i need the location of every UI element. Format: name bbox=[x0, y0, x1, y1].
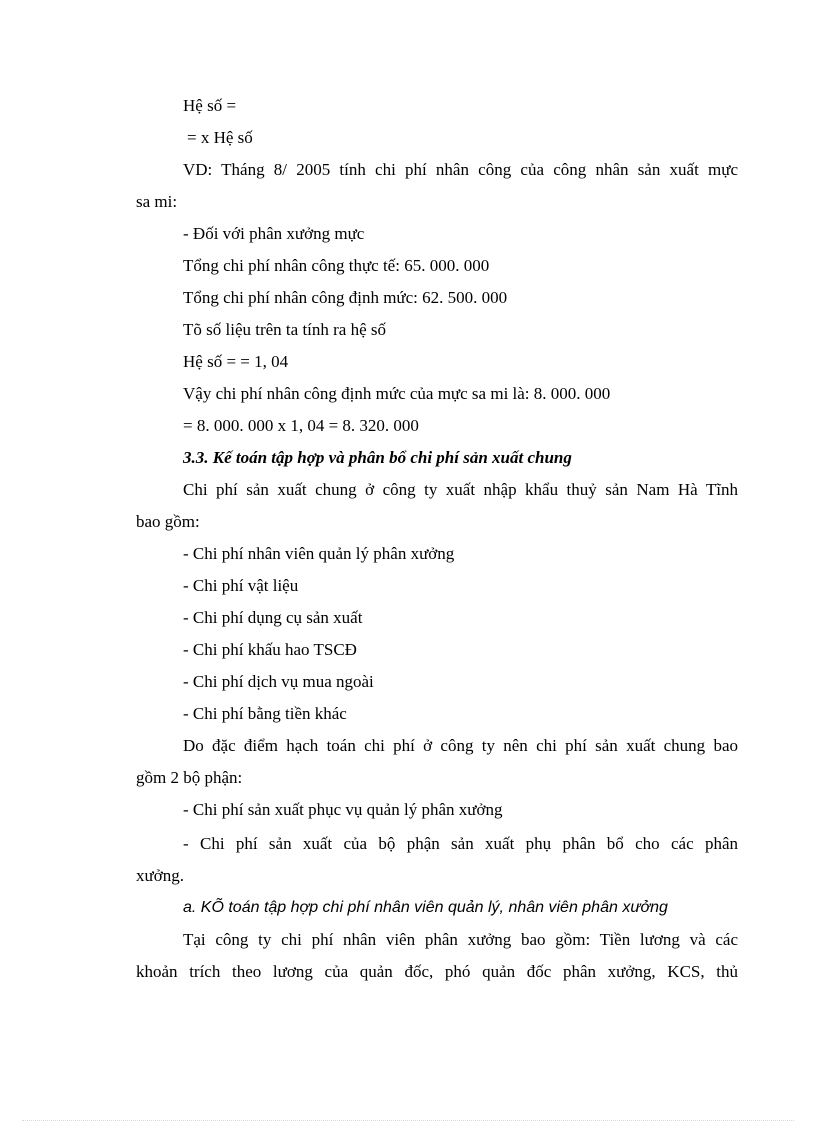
list-item: - Chi phí khấu hao TSCĐ bbox=[183, 640, 357, 659]
workshop-item: - Đối với phân xưởng mực bbox=[183, 224, 365, 243]
list-item: - Chi phí bằng tiền khác bbox=[183, 704, 347, 723]
subsection-heading: a. KÕ toán tập hợp chi phí nhân viên quản lý, nhân viên phân xưởng bbox=[183, 899, 668, 916]
overhead-paragraph-line-1: Chi phí sản xuất chung ở công ty xuất nhập khẩu thuỷ sản Nam Hà Tĩnh bbox=[183, 480, 738, 499]
coefficient-formula-line: Hệ số = bbox=[183, 96, 237, 115]
list-item: - Chi phí sản xuất phục vụ quản lý phân xưởng bbox=[183, 800, 503, 819]
overhead-paragraph-line-2: bao gồm: bbox=[136, 512, 200, 531]
list-item-wrapped-line-1: - Chi phí sản xuất của bộ phận sản xuất phụ phân bổ cho các phân bbox=[183, 834, 738, 853]
actual-labor-cost-line: Tổng chi phí nhân công thực tế: 65. 000. 000 bbox=[183, 256, 490, 275]
coefficient-result-line: Hệ số = = 1, 04 bbox=[183, 352, 289, 371]
list-item-wrapped-line-2: xưởng. bbox=[136, 866, 184, 885]
accounting-paragraph-line-1: Do đặc điểm hạch toán chi phí ở công ty nên chi phí sản xuất chung bao bbox=[183, 736, 738, 755]
list-item: - Chi phí vật liệu bbox=[183, 576, 299, 595]
list-item: - Chi phí nhân viên quản lý phân xưởng bbox=[183, 544, 455, 563]
coefficient-multiply-line: = x Hệ số bbox=[187, 128, 253, 147]
page-bottom-divider bbox=[22, 1120, 794, 1121]
staff-paragraph-line-1: Tại công ty chi phí nhân viên phân xưởng bao gồm: Tiền lương và các bbox=[183, 930, 738, 949]
data-calc-line: Tõ số liệu trên ta tính ra hệ số bbox=[183, 320, 387, 339]
standard-cost-result-line: = 8. 000. 000 x 1, 04 = 8. 320. 000 bbox=[183, 416, 419, 435]
standard-labor-cost-line: Tổng chi phí nhân công định mức: 62. 500. 000 bbox=[183, 288, 508, 307]
accounting-paragraph-line-2: gồm 2 bộ phận: bbox=[136, 768, 243, 787]
list-item: - Chi phí dịch vụ mua ngoài bbox=[183, 672, 374, 691]
example-paragraph-line-1: VD: Tháng 8/ 2005 tính chi phí nhân công của công nhân sản xuất mực bbox=[183, 160, 738, 179]
staff-paragraph-line-2: khoản trích theo lương của quản đốc, phó quản đốc phân xưởng, KCS, thủ bbox=[136, 962, 738, 981]
list-item: - Chi phí dụng cụ sản xuất bbox=[183, 608, 363, 627]
example-paragraph-line-2: sa mi: bbox=[136, 192, 178, 211]
standard-cost-line: Vậy chi phí nhân công định mức của mực sa mi là: 8. 000. 000 bbox=[183, 384, 611, 403]
section-heading: 3.3. Kế toán tập hợp và phân bổ chi phí sản xuất chung bbox=[183, 448, 572, 467]
